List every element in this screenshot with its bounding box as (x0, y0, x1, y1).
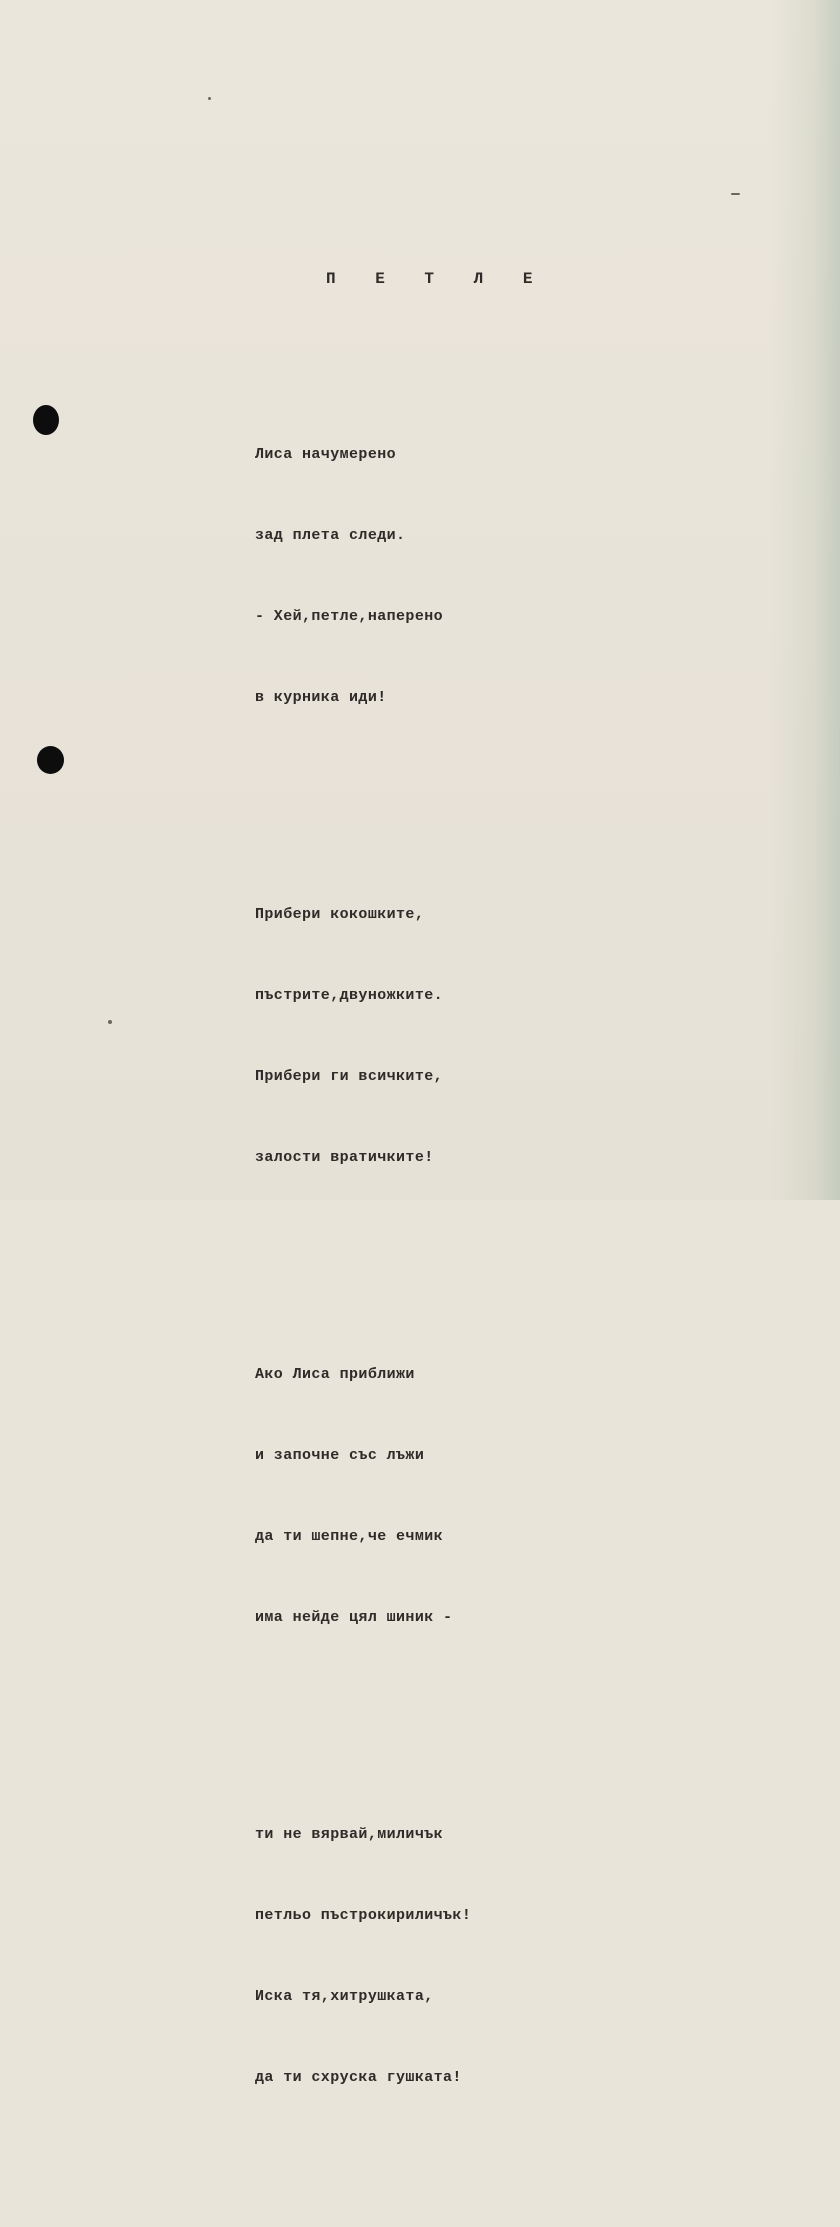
poem-line: зад плета следи. (255, 527, 406, 544)
poem-line: Ако Лиса приближи (255, 1366, 415, 1383)
stanza-1 (255, 387, 471, 765)
punch-hole-top (33, 405, 59, 435)
poem-line: петльо пъстрокириличък! (255, 1907, 472, 1924)
poem-line: и започне със лъжи (255, 1447, 425, 1464)
poem-line: Иска тя,хитрушката, (255, 1988, 434, 2005)
poem-body (255, 333, 471, 2227)
poem-line: да ти шепне,че ечмик (255, 1528, 444, 1545)
stanza-3 (255, 1307, 471, 1685)
paper-speck (731, 193, 740, 195)
poem-line: ти не вярвай,миличък (255, 1826, 444, 1843)
poem-line: Прибери кокошките, (255, 906, 425, 923)
poem-line: залости вратичките! (255, 1149, 434, 1166)
poem-line: - Хей,петле,наперено (255, 608, 444, 625)
poem-line: има нейде цял шиник - (255, 1609, 453, 1626)
poem-line: Лиса начумерено (255, 446, 397, 463)
poem-line: Прибери ги всичките, (255, 1068, 444, 1085)
stanza-4 (255, 1767, 471, 2145)
stanza-2 (255, 847, 471, 1225)
paper-speck (108, 1020, 112, 1024)
punch-hole-bottom (37, 746, 64, 774)
poem-line: да ти схруска гушката! (255, 2069, 462, 2086)
poem-title: П Е Т Л Е (326, 270, 548, 288)
paper-speck (208, 97, 211, 100)
poem-line: пъстрите,двуножките. (255, 987, 444, 1004)
poem-line: в курника иди! (255, 689, 387, 706)
